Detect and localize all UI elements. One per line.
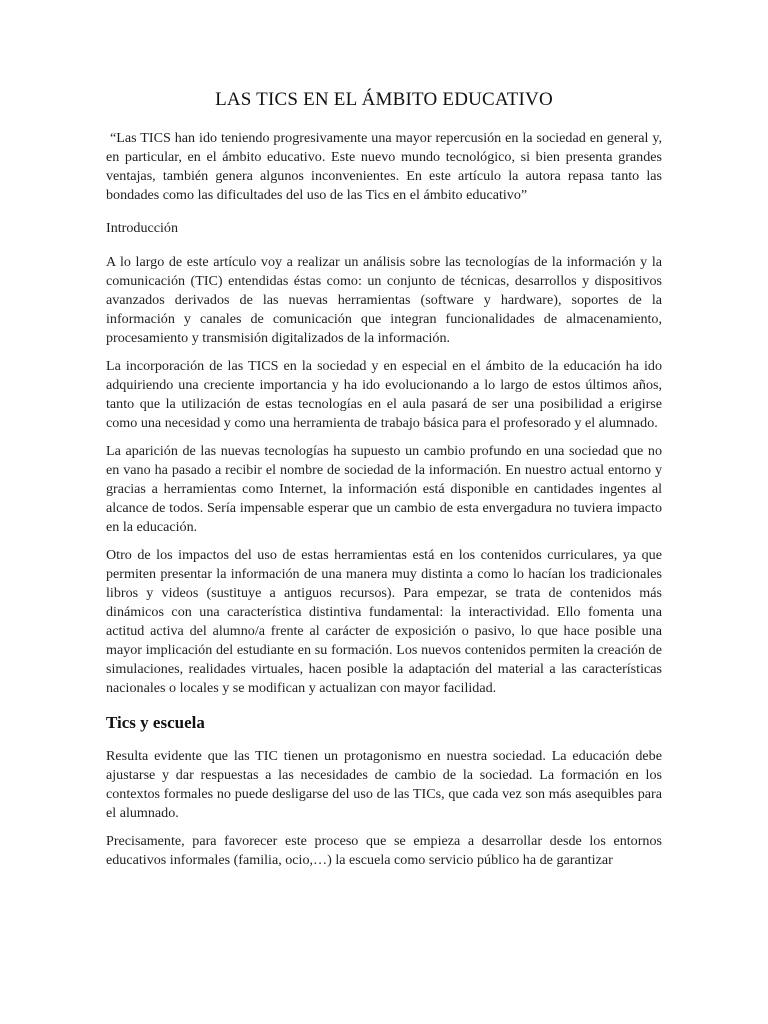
section-heading: Tics y escuela xyxy=(106,713,205,732)
body-paragraph: Otro de los impactos del uso de estas herramientas está en los contenidos curriculares, ya que permiten presentar la información de una manera muy distinta a como lo hacían los tradicionales libros y videos (sustituye a antiguos recursos). Para empezar, se trata de contenidos más dinámicos con una característica distintiva fundamental: la interactividad. Ello fomenta una actitud activa del alumno/a frente al carácter de exposición o pasivo, lo que hace posible una mayor implicación del estudiante en su formación. Los nuevos contenidos permiten la creación de simulaciones, realidades virtuales, hacen posible la adaptación del material a las características nacionales o locales y se modifican y actualizan con mayor facilidad. xyxy=(106,547,662,696)
body-paragraph: La aparición de las nuevas tecnologías ha supuesto un cambio profundo en una sociedad que no en vano ha pasado a recibir el nombre de sociedad de la información. En nuestro actual entorno y gracias a herramientas como Internet, la información está disponible en cantidades ingentes al alcance de todos. Sería impensable esperar que un cambio de esta envergadura no tuviera impacto en la educación. xyxy=(106,443,662,535)
section-paragraph: Precisamente, para favorecer este proceso que se empieza a desarrollar desde los entornos educativos informales (familia, ocio,…) la escuela como servicio público ha de garantizar xyxy=(106,833,662,868)
document-title: LAS TICS EN EL ÁMBITO EDUCATIVO xyxy=(215,89,553,110)
abstract-quote: “Las TICS han ido teniendo progresivamente una mayor repercusión en la sociedad en general y, en particular, en el ámbito educativo. Este nuevo mundo tecnológico, si bien presenta grandes ventajas, también genera algunos inconvenientes. En este artículo la autora repasa tanto las bondades como las dificultades del uso de las Tics en el ámbito educativo” xyxy=(106,130,662,203)
body-paragraph: A lo largo de este artículo voy a realizar un análisis sobre las tecnologías de la información y la comunicación (TIC) entendidas éstas como: un conjunto de técnicas, desarrollos y dispositivos avanzados derivados de las nuevas herramientas (software y hardware), soportes de la información y canales de comunicación que integran funcionalidades de almacenamiento, procesamiento y transmisión digitalizados de la información. xyxy=(106,254,662,346)
document-page xyxy=(106,88,662,879)
body-paragraph: La incorporación de las TICS en la sociedad y en especial en el ámbito de la educación ha ido adquiriendo una creciente importancia y ha ido evolucionando a lo largo de estos últimos años, tanto que la utilización de estas tecnologías en el aula pasará de ser una posibilidad a erigirse como una necesidad y como una herramienta de trabajo básica para el profesorado y el alumnado. xyxy=(106,358,662,431)
introduction-heading: Introducción xyxy=(106,220,179,236)
section-paragraph: Resulta evidente que las TIC tienen un protagonismo en nuestra sociedad. La educación debe ajustarse y dar respuestas a las necesidades de cambio de la sociedad. La formación en los contextos formales no puede desligarse del uso de las TICs, que cada vez son más asequibles para el alumnado. xyxy=(106,748,662,821)
